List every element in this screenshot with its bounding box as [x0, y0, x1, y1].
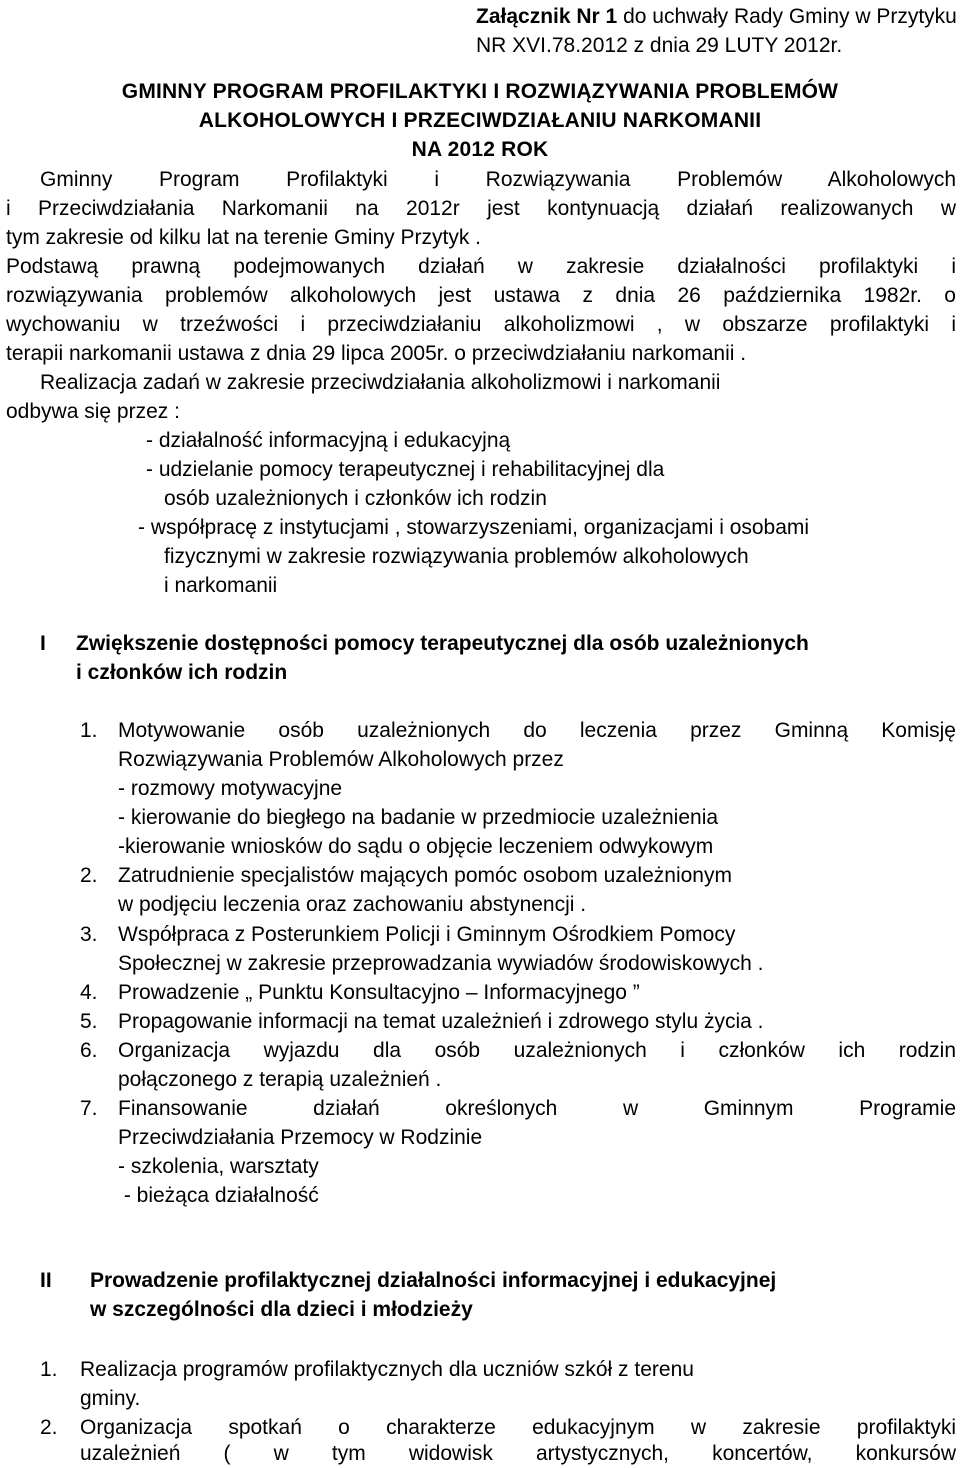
s1-item-1-number: 1. [80, 719, 98, 742]
s1-item-5-number: 5. [80, 1010, 98, 1033]
intro-bullet-3-line1: - współpracę z instytucjami , stowarzyszeniami, organizacjami i osobami [138, 516, 810, 539]
intro-p3-line1: Realizacja zadań w zakresie przeciwdziałania alkoholizmowi i narkomanii [40, 371, 721, 394]
program-title-line2: ALKOHOLOWYCH I PRZECIWDZIAŁANIU NARKOMANII [198, 109, 762, 132]
section-2-heading-line1: Prowadzenie profilaktycznej działalności informacyjnej i edukacyjnej [90, 1269, 777, 1292]
intro-bullet-3-line3: i narkomanii [164, 574, 278, 597]
section-2-heading-line2: w szczególności dla dzieci i młodzieży [90, 1298, 473, 1321]
s1-item-7-sub2: - bieżąca działalność [118, 1184, 319, 1207]
program-title-line1: GMINNY PROGRAM PROFILAKTYKI I ROZWIĄZYWANIA PROBLEMÓW [121, 80, 839, 103]
s1-item-1-sub2: - kierowanie do biegłego na badanie w przedmiocie uzależnienia [118, 806, 719, 829]
s1-item-6-number: 6. [80, 1039, 98, 1062]
s1-item-4-number: 4. [80, 981, 98, 1004]
intro-p1-line3: tym zakresie od kilku lat na terenie Gminy Przytyk . [6, 226, 481, 249]
s1-item-7-number: 7. [80, 1097, 98, 1120]
intro-p3-line2: odbywa się przez : [6, 400, 180, 423]
section-1-heading-line1: Zwiększenie dostępności pomocy terapeutycznej dla osób uzależnionych [76, 632, 809, 655]
intro-p2-line2: rozwiązywania problemów alkoholowych jest ustawa z dnia 26 października 1982r. o [6, 284, 956, 307]
s1-item-1-line2: Rozwiązywania Problemów Alkoholowych przez [118, 748, 564, 771]
s1-item-2-line1: Zatrudnienie specjalistów mających pomóc osobom uzależnionym [118, 864, 732, 887]
s2-item-2-line2: uzależnień ( w tym widowisk artystycznych, koncertów, konkursów [80, 1442, 956, 1465]
section-1-number: I [40, 632, 46, 655]
s1-item-1-line1: Motywowanie osób uzależnionych do leczenia przez Gminną Komisję [118, 719, 956, 742]
intro-bullet-1: - działalność informacyjną i edukacyjną [146, 429, 511, 452]
intro-p2-line3: wychowaniu w trzeźwości i przeciwdziałaniu alkoholizmowi , w obszarze profilaktyki i [6, 313, 956, 336]
s1-item-7-line2: Przeciwdziałania Przemocy w Rodzinie [118, 1126, 483, 1149]
section-2-number: II [40, 1269, 52, 1292]
s1-item-3-number: 3. [80, 923, 98, 946]
s1-item-6-line1: Organizacja wyjazdu dla osób uzależnionych i członków ich rodzin [118, 1039, 956, 1062]
intro-p2-line4: terapii narkomanii ustawa z dnia 29 lipca 2005r. o przeciwdziałaniu narkomanii . [6, 342, 747, 365]
intro-p1-line1: Gminny Program Profilaktyki i Rozwiązywania Problemów Alkoholowych [40, 168, 956, 191]
s1-item-7-sub1: - szkolenia, warsztaty [118, 1155, 319, 1178]
s1-item-7-line1: Finansowanie działań określonych w Gminnym Programie [118, 1097, 956, 1120]
s2-item-1-number: 1. [40, 1358, 58, 1381]
s2-item-1-line1: Realizacja programów profilaktycznych dla uczniów szkół z terenu [80, 1358, 694, 1381]
section-1-heading-line2: i członków ich rodzin [76, 661, 288, 684]
s1-item-1-sub3: -kierowanie wniosków do sądu o objęcie leczeniem odwykowym [118, 835, 714, 858]
s1-item-5-line1: Propagowanie informacji na temat uzależnień i zdrowego stylu życia . [118, 1010, 764, 1033]
s1-item-2-line2: w podjęciu leczenia oraz zachowaniu abstynencji . [118, 893, 587, 916]
intro-p2-line1: Podstawą prawną podejmowanych działań w zakresie działalności profilaktyki i [6, 255, 956, 278]
s1-item-3-line2: Społecznej w zakresie przeprowadzania wywiadów środowiskowych . [118, 952, 764, 975]
s1-item-3-line1: Współpraca z Posterunkiem Policji i Gminnym Ośrodkiem Pomocy [118, 923, 736, 946]
intro-bullet-2-line1: - udzielanie pomocy terapeutycznej i rehabilitacyjnej dla [146, 458, 665, 481]
s1-item-1-sub1: - rozmowy motywacyjne [118, 777, 343, 800]
annex-header-line1 [476, 2, 957, 31]
s2-item-2-number: 2. [40, 1416, 58, 1439]
s1-item-2-number: 2. [80, 864, 98, 887]
s1-item-6-line2: połączonego z terapią uzależnień . [118, 1068, 442, 1091]
intro-bullet-2-line2: osób uzależnionych i członków ich rodzin [164, 487, 547, 510]
program-title-line3: NA 2012 ROK [411, 138, 549, 161]
intro-p1-line2: i Przeciwdziałania Narkomanii na 2012r jest kontynuacją działań realizowanych w [6, 197, 956, 220]
annex-resolution-text: do uchwały Rady Gminy w Przytyku [617, 5, 957, 28]
s2-item-1-line2: gminy. [80, 1387, 141, 1410]
annex-number: Załącznik Nr 1 [476, 5, 618, 28]
annex-header-line2: NR XVI.78.2012 z dnia 29 LUTY 2012r. [476, 34, 843, 57]
s1-item-4-line1: Prowadzenie „ Punktu Konsultacyjno – Informacyjnego ” [118, 981, 640, 1004]
intro-bullet-3-line2: fizycznymi w zakresie rozwiązywania problemów alkoholowych [164, 545, 749, 568]
s2-item-2-line1: Organizacja spotkań o charakterze edukacyjnym w zakresie profilaktyki [80, 1416, 956, 1439]
